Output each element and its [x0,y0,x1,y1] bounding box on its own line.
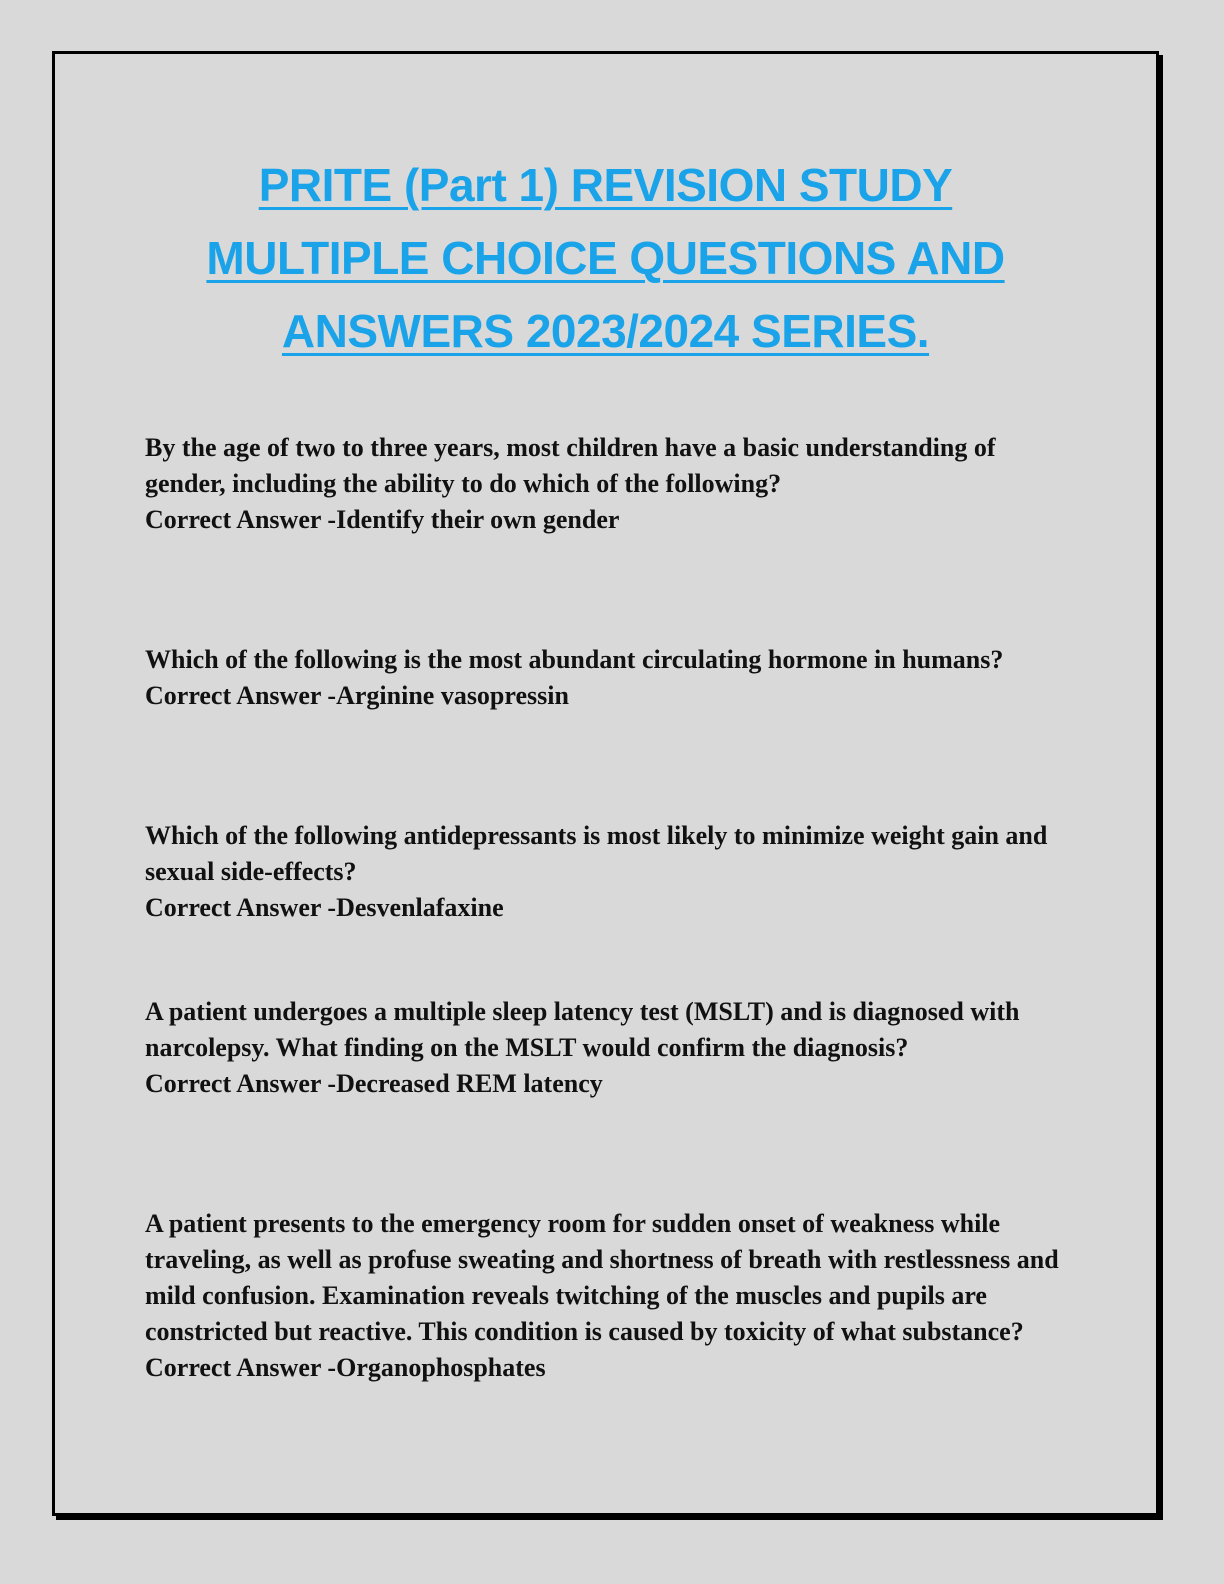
qa-item-5 [145,1206,1075,1386]
qa-item-2 [145,642,1075,714]
title-line-3: ANSWERS 2023/2024 SERIES. [281,305,930,357]
answer-text: Correct Answer -Desvenlafaxine [145,893,504,922]
question-text: Which of the following antidepressants is most likely to minimize weight gain and sexual side-effects? [145,821,1048,886]
title-line-2: MULTIPLE CHOICE QUESTIONS AND [206,232,1005,284]
document-title [55,149,1156,368]
question-text: Which of the following is the most abundant circulating hormone in humans? [145,645,1004,674]
question-text: By the age of two to three years, most children have a basic understanding of gender, including the ability to do which of the following? [145,433,996,498]
question-text: A patient presents to the emergency room for sudden onset of weakness while traveling, as well as profuse sweating and shortness of breath with restlessness and mild confusion. Examination reveals twitching of the muscles and pupils are constricted but reactive. This condition is caused by toxicity of what substance? [145,1209,1059,1346]
qa-item-1 [145,430,1075,538]
qa-item-3 [145,818,1075,926]
answer-text: Correct Answer -Arginine vasopressin [145,681,569,710]
question-text: A patient undergoes a multiple sleep latency test (MSLT) and is diagnosed with narcolepsy. What finding on the MSLT would confirm the diagnosis? [145,997,1020,1062]
page-frame [52,51,1159,1516]
answer-text: Correct Answer -Identify their own gender [145,505,620,534]
answer-text: Correct Answer -Organophosphates [145,1353,546,1382]
qa-item-4 [145,994,1075,1102]
title-line-1: PRITE (Part 1) REVISION STUDY [258,159,953,211]
answer-text: Correct Answer -Decreased REM latency [145,1069,603,1098]
